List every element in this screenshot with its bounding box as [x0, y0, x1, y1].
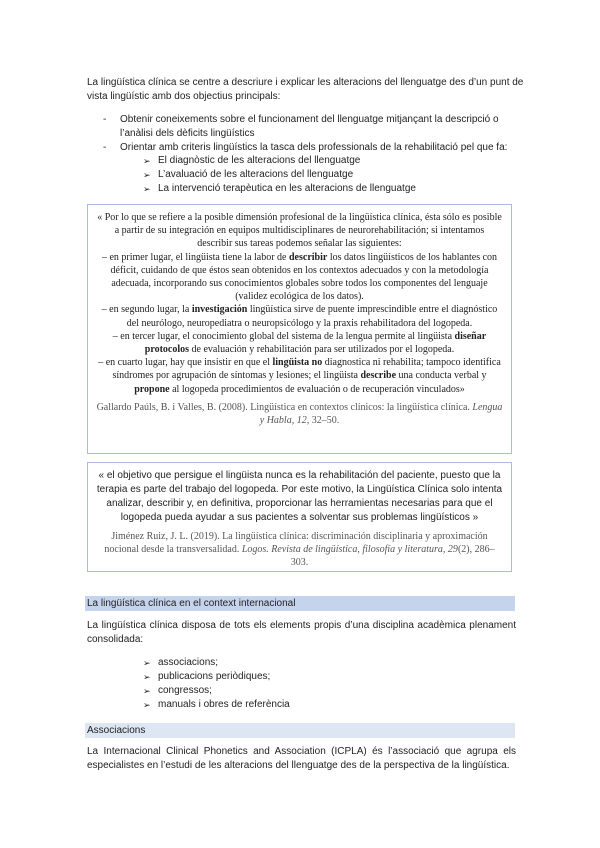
quote-citation: Gallardo Paúls, B. i Valles, B. (2008). Lingüística en contextos clínicos: la lingüística clínica. Lengua y Habla, 12, 32–50.: [96, 401, 503, 427]
arrow-bullet-icon: ➢: [143, 170, 151, 180]
list-item-text: associacions;: [158, 657, 219, 668]
list-item-text: El diagnòstic de les alteracions del llenguatge: [158, 155, 361, 166]
list-item: [103, 113, 523, 141]
arrow-bullet-icon: ➢: [143, 672, 151, 682]
list-item-text: manuals i obres de referència: [158, 699, 290, 710]
list-item-text: Obtenir coneixements sobre el funcionament del llenguatge mitjançant la descripció o l’anàlisi dels dèficits lingüístics: [120, 114, 499, 139]
list-item: [143, 656, 290, 670]
dash-marker: -: [103, 114, 107, 125]
list-item: [143, 154, 416, 168]
discipline-elements-list: [143, 656, 290, 712]
section-heading: La lingüística clínica en el context internacional: [85, 596, 515, 611]
section-heading: Associacions: [85, 723, 515, 738]
list-item: [143, 670, 290, 684]
list-item-text: congressos;: [158, 685, 212, 696]
list-item-text: publicacions periòdiques;: [158, 671, 271, 682]
section-paragraph: La lingüística clínica disposa de tots els elements propis d’una disciplina acadèmica plenament consolidada:: [87, 620, 516, 645]
quote-intro: « Por lo que se refiere a la posible dimensión profesional de la lingüística clínica, ésta sólo es posible a partir de su integración en equipos multidisciplinares de neurorehabilitación; si intentamos describir sus tareas podemos señalar las siguientes:: [97, 212, 502, 250]
list-item: [103, 141, 523, 155]
arrow-bullet-icon: ➢: [143, 184, 151, 194]
quote-point-1: – en primer lugar, el lingüista tiene la labor de describir los datos lingüísticos de los hablantes con déficit, cuidando de que éstos sean obtenidos en los contextos adecuados y con la metodología adecuada, incorporando sus conocimientos globales sobre todos los componentes del lenguaje (validez ecológica de los datos).: [101, 251, 498, 303]
quote-box-gallardo: [87, 204, 512, 454]
arrow-bullet-icon: ➢: [143, 686, 151, 696]
dash-marker: -: [103, 142, 107, 153]
arrow-bullet-icon: ➢: [143, 700, 151, 710]
arrow-bullet-icon: ➢: [143, 658, 151, 668]
list-item: [143, 182, 416, 196]
quote-point-4: – en cuarto lugar, hay que insistir en que el lingüista no diagnostica ni rehabilita; tampoco identifica síndromes por agrupación de síntomas y lesiones; el lingüista describe una conducta verbal y propone al logopeda procedimientos de evaluación o de recuperación vinculados»: [98, 357, 501, 395]
list-item-text: L’avaluació de les alteracions del llenguatge: [158, 169, 354, 180]
list-item: [143, 684, 290, 698]
list-item: [143, 698, 290, 712]
quote-box-jimenez: [87, 462, 512, 572]
quote-citation: Jiménez Ruiz, J. L. (2019). La lingüística clínica: discriminación disciplinaria y aproximación nocional desde la transversalidad. Logos. Revista de lingüística, filosofía y literatura, 29(2), 286–303.: [104, 531, 495, 569]
intro-paragraph: La lingüística clínica se centre a descriure i explicar les alteracions del llenguatge des d’un punt de vista lingüístic amb dos objectius principals:: [87, 77, 524, 102]
quote-point-3: – en tercer lugar, el conocimiento global del sistema de la lengua permite al lingüista diseñar protocolos de evaluación y rehabilitación para ser utilizados por el logopeda.: [112, 330, 487, 356]
section-paragraph: La Internacional Clinical Phonetics and Association (ICPLA) és l’associació que agrupa els especialistes en l’estudi de les alteracions del llenguatge des de la perspectiva de la lingüística.: [87, 746, 516, 771]
list-item-text: Orientar amb criteris lingüístics la tasca dels professionals de la rehabilitació pel que fa:: [120, 142, 508, 153]
objectives-list: [103, 113, 523, 155]
quote-body: « el objetivo que persigue el lingüista nunca es la rehabilitación del paciente, puesto que la terapia es parte del trabajo del logopeda. Por este motivo, la Lingüística Clínica solo intenta analizar, describir y, en definitiva, proporcionar las herramientas necesarias para que el logopeda pueda ayudar a sus pacientes a solventar sus problemas lingüísticos »: [96, 470, 503, 523]
list-item: [143, 168, 416, 182]
rehab-tasks-list: [143, 154, 416, 196]
quote-point-2: – en segundo lugar, la investigación lingüística sirve de puente imprescindible entre el diagnóstico del neurólogo, neuropediatra o neuropsicólogo y la praxis rehabilitadora del logopeda.: [101, 304, 498, 329]
arrow-bullet-icon: ➢: [143, 156, 151, 166]
list-item-text: La intervenció terapèutica en les alteracions de llenguatge: [158, 183, 416, 194]
